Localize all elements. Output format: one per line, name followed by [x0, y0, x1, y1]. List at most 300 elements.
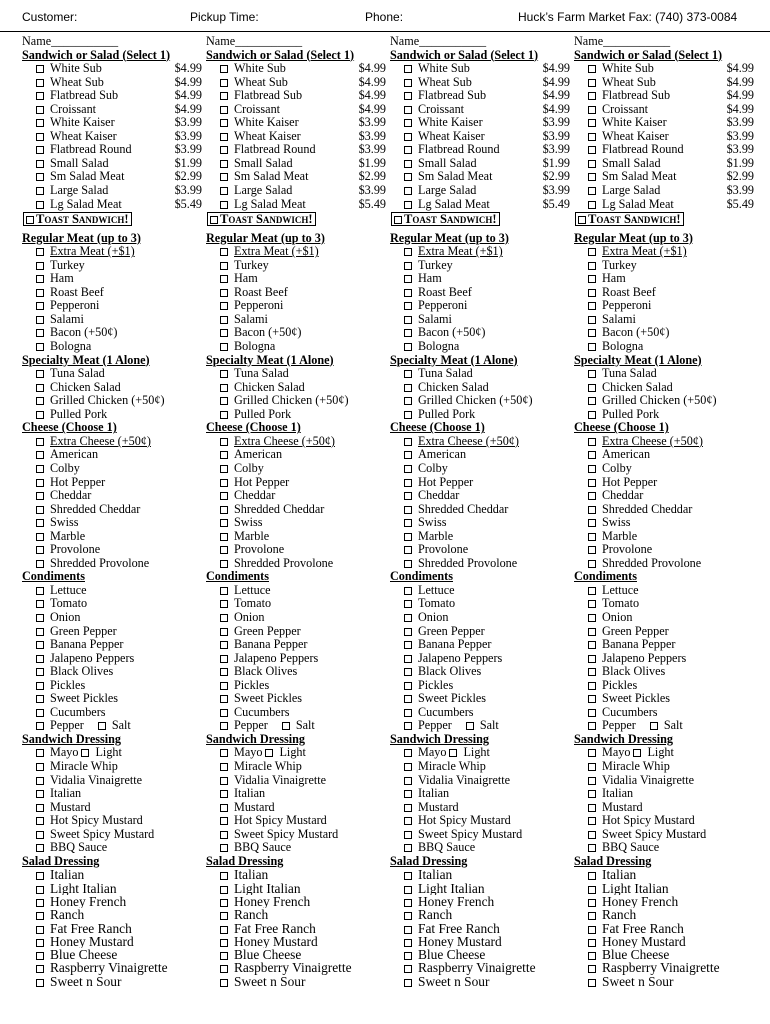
- checkbox[interactable]: [36, 384, 44, 392]
- checkbox[interactable]: [404, 722, 412, 730]
- checkbox[interactable]: [588, 722, 596, 730]
- checkbox[interactable]: [404, 952, 412, 960]
- condiments-option[interactable]: [390, 584, 572, 598]
- sandwich-dressing-option[interactable]: [574, 760, 756, 774]
- toast-sandwich-option[interactable]: [391, 212, 500, 226]
- regular-meat-option[interactable]: [574, 286, 756, 300]
- checkbox[interactable]: [404, 912, 412, 920]
- cheese-option[interactable]: [22, 530, 204, 544]
- checkbox[interactable]: [588, 655, 596, 663]
- specialty-meat-option[interactable]: [390, 394, 572, 408]
- checkbox[interactable]: [588, 628, 596, 636]
- checkbox[interactable]: [404, 587, 412, 595]
- salad-dressing-option[interactable]: [390, 882, 572, 895]
- salad-dressing-option[interactable]: [22, 882, 204, 895]
- regular-meat-option[interactable]: [206, 326, 388, 340]
- checkbox[interactable]: [404, 519, 412, 527]
- condiments-option[interactable]: [390, 625, 572, 639]
- condiments-option[interactable]: [574, 638, 756, 652]
- checkbox[interactable]: [404, 397, 412, 405]
- sandwich-option[interactable]: [22, 157, 204, 171]
- checkbox[interactable]: [588, 709, 596, 717]
- checkbox[interactable]: [404, 777, 412, 785]
- checkbox[interactable]: [650, 722, 658, 730]
- checkbox[interactable]: [588, 886, 596, 894]
- checkbox[interactable]: [404, 682, 412, 690]
- specialty-meat-option[interactable]: [22, 408, 204, 422]
- sandwich-dressing-option[interactable]: [390, 841, 572, 855]
- checkbox[interactable]: [220, 844, 228, 852]
- checkbox[interactable]: [36, 709, 44, 717]
- sandwich-option[interactable]: [22, 76, 204, 90]
- checkbox[interactable]: [220, 926, 228, 934]
- sandwich-option[interactable]: [574, 89, 756, 103]
- checkbox[interactable]: [36, 397, 44, 405]
- checkbox[interactable]: [588, 831, 596, 839]
- checkbox[interactable]: [36, 844, 44, 852]
- salad-dressing-option[interactable]: [390, 922, 572, 935]
- cheese-option[interactable]: [574, 543, 756, 557]
- sandwich-option[interactable]: [206, 62, 388, 76]
- regular-meat-option[interactable]: [206, 259, 388, 273]
- regular-meat-option[interactable]: [390, 340, 572, 354]
- sandwich-dressing-option[interactable]: [390, 814, 572, 828]
- checkbox[interactable]: [220, 343, 228, 351]
- checkbox[interactable]: [220, 329, 228, 337]
- checkbox[interactable]: [220, 187, 228, 195]
- cheese-option[interactable]: [206, 543, 388, 557]
- checkbox[interactable]: [220, 384, 228, 392]
- checkbox[interactable]: [404, 939, 412, 947]
- checkbox[interactable]: [220, 872, 228, 880]
- checkbox[interactable]: [404, 614, 412, 622]
- checkbox[interactable]: [588, 465, 596, 473]
- cheese-option[interactable]: [390, 435, 572, 449]
- salad-dressing-option[interactable]: [390, 961, 572, 974]
- sandwich-option[interactable]: [390, 89, 572, 103]
- checkbox[interactable]: [588, 492, 596, 500]
- checkbox[interactable]: [220, 939, 228, 947]
- salad-dressing-option[interactable]: [574, 922, 756, 935]
- checkbox[interactable]: [588, 384, 596, 392]
- sandwich-option[interactable]: [574, 130, 756, 144]
- salad-dressing-option[interactable]: [206, 922, 388, 935]
- specialty-meat-option[interactable]: [22, 367, 204, 381]
- cheese-option[interactable]: [390, 503, 572, 517]
- checkbox[interactable]: [404, 979, 412, 987]
- condiments-pair-option[interactable]: [390, 719, 572, 733]
- checkbox[interactable]: [220, 560, 228, 568]
- checkbox[interactable]: [466, 722, 474, 730]
- condiments-option[interactable]: [574, 611, 756, 625]
- checkbox[interactable]: [36, 316, 44, 324]
- checkbox[interactable]: [588, 92, 596, 100]
- cheese-option[interactable]: [22, 557, 204, 571]
- condiments-pair-option[interactable]: [22, 719, 204, 733]
- salad-dressing-option[interactable]: [22, 895, 204, 908]
- sandwich-dressing-option[interactable]: [206, 801, 388, 815]
- checkbox[interactable]: [36, 722, 44, 730]
- sandwich-option[interactable]: [574, 116, 756, 130]
- checkbox[interactable]: [220, 79, 228, 87]
- checkbox[interactable]: [220, 248, 228, 256]
- checkbox[interactable]: [588, 804, 596, 812]
- checkbox[interactable]: [220, 146, 228, 154]
- sandwich-dressing-option[interactable]: [574, 801, 756, 815]
- checkbox[interactable]: [588, 614, 596, 622]
- sandwich-dressing-option[interactable]: [22, 774, 204, 788]
- cheese-option[interactable]: [206, 530, 388, 544]
- cheese-option[interactable]: [206, 462, 388, 476]
- checkbox[interactable]: [588, 749, 596, 757]
- checkbox[interactable]: [404, 262, 412, 270]
- checkbox[interactable]: [404, 804, 412, 812]
- checkbox[interactable]: [36, 119, 44, 127]
- checkbox[interactable]: [36, 302, 44, 310]
- cheese-option[interactable]: [574, 448, 756, 462]
- checkbox[interactable]: [36, 886, 44, 894]
- condiments-option[interactable]: [206, 706, 388, 720]
- checkbox[interactable]: [404, 668, 412, 676]
- checkbox[interactable]: [36, 248, 44, 256]
- cheese-option[interactable]: [206, 516, 388, 530]
- checkbox[interactable]: [220, 965, 228, 973]
- checkbox[interactable]: [36, 146, 44, 154]
- checkbox[interactable]: [588, 979, 596, 987]
- checkbox[interactable]: [404, 817, 412, 825]
- regular-meat-option[interactable]: [574, 272, 756, 286]
- sandwich-option[interactable]: [390, 198, 572, 212]
- condiments-option[interactable]: [574, 625, 756, 639]
- condiments-option[interactable]: [206, 625, 388, 639]
- checkbox[interactable]: [588, 790, 596, 798]
- checkbox[interactable]: [36, 106, 44, 114]
- specialty-meat-option[interactable]: [206, 367, 388, 381]
- checkbox[interactable]: [404, 160, 412, 168]
- cheese-option[interactable]: [206, 489, 388, 503]
- checkbox[interactable]: [220, 709, 228, 717]
- checkbox[interactable]: [220, 817, 228, 825]
- checkbox[interactable]: [220, 65, 228, 73]
- sandwich-option[interactable]: [390, 143, 572, 157]
- specialty-meat-option[interactable]: [390, 408, 572, 422]
- sandwich-option[interactable]: [206, 157, 388, 171]
- checkbox[interactable]: [36, 262, 44, 270]
- condiments-option[interactable]: [206, 692, 388, 706]
- checkbox[interactable]: [36, 777, 44, 785]
- sandwich-dressing-pair-option[interactable]: [22, 746, 204, 760]
- salad-dressing-option[interactable]: [574, 882, 756, 895]
- sandwich-option[interactable]: [206, 103, 388, 117]
- checkbox[interactable]: [588, 187, 596, 195]
- regular-meat-option[interactable]: [22, 340, 204, 354]
- salad-dressing-option[interactable]: [206, 935, 388, 948]
- salad-dressing-option[interactable]: [390, 975, 572, 988]
- sandwich-option[interactable]: [574, 62, 756, 76]
- checkbox[interactable]: [220, 722, 228, 730]
- cheese-option[interactable]: [390, 543, 572, 557]
- salad-dressing-option[interactable]: [206, 948, 388, 961]
- regular-meat-option[interactable]: [574, 299, 756, 313]
- checkbox[interactable]: [220, 173, 228, 181]
- salad-dressing-option[interactable]: [390, 908, 572, 921]
- regular-meat-option[interactable]: [390, 326, 572, 340]
- condiments-option[interactable]: [22, 625, 204, 639]
- cheese-option[interactable]: [574, 516, 756, 530]
- salad-dressing-option[interactable]: [390, 868, 572, 881]
- checkbox[interactable]: [404, 343, 412, 351]
- sandwich-dressing-option[interactable]: [22, 814, 204, 828]
- checkbox[interactable]: [36, 614, 44, 622]
- condiments-option[interactable]: [22, 584, 204, 598]
- checkbox[interactable]: [36, 133, 44, 141]
- specialty-meat-option[interactable]: [574, 367, 756, 381]
- checkbox[interactable]: [404, 411, 412, 419]
- checkbox[interactable]: [578, 216, 586, 224]
- checkbox[interactable]: [220, 628, 228, 636]
- checkbox[interactable]: [404, 899, 412, 907]
- checkbox[interactable]: [220, 262, 228, 270]
- checkbox[interactable]: [36, 587, 44, 595]
- checkbox[interactable]: [36, 533, 44, 541]
- regular-meat-option[interactable]: [22, 299, 204, 313]
- checkbox[interactable]: [98, 722, 106, 730]
- salad-dressing-option[interactable]: [206, 882, 388, 895]
- checkbox[interactable]: [36, 749, 44, 757]
- checkbox[interactable]: [404, 133, 412, 141]
- checkbox[interactable]: [220, 587, 228, 595]
- condiments-option[interactable]: [22, 638, 204, 652]
- checkbox[interactable]: [220, 316, 228, 324]
- sandwich-dressing-option[interactable]: [206, 787, 388, 801]
- sandwich-option[interactable]: [22, 103, 204, 117]
- cheese-option[interactable]: [574, 435, 756, 449]
- sandwich-option[interactable]: [22, 116, 204, 130]
- sandwich-option[interactable]: [574, 170, 756, 184]
- sandwich-option[interactable]: [22, 89, 204, 103]
- checkbox[interactable]: [220, 106, 228, 114]
- checkbox[interactable]: [588, 682, 596, 690]
- sandwich-dressing-option[interactable]: [390, 801, 572, 815]
- cheese-option[interactable]: [574, 530, 756, 544]
- sandwich-dressing-option[interactable]: [390, 828, 572, 842]
- cheese-option[interactable]: [22, 448, 204, 462]
- specialty-meat-option[interactable]: [574, 394, 756, 408]
- toast-sandwich-option[interactable]: [23, 212, 132, 226]
- checkbox[interactable]: [404, 119, 412, 127]
- checkbox[interactable]: [588, 316, 596, 324]
- condiments-option[interactable]: [390, 652, 572, 666]
- salad-dressing-option[interactable]: [574, 908, 756, 921]
- cheese-option[interactable]: [206, 435, 388, 449]
- cheese-option[interactable]: [206, 448, 388, 462]
- checkbox[interactable]: [404, 438, 412, 446]
- checkbox[interactable]: [36, 899, 44, 907]
- checkbox[interactable]: [36, 160, 44, 168]
- condiments-option[interactable]: [206, 679, 388, 693]
- name-field[interactable]: Name___________: [206, 35, 303, 48]
- checkbox[interactable]: [404, 506, 412, 514]
- sandwich-dressing-option[interactable]: [206, 841, 388, 855]
- cheese-option[interactable]: [22, 476, 204, 490]
- checkbox[interactable]: [220, 777, 228, 785]
- sandwich-dressing-option[interactable]: [574, 787, 756, 801]
- specialty-meat-option[interactable]: [206, 381, 388, 395]
- regular-meat-option[interactable]: [574, 340, 756, 354]
- checkbox[interactable]: [36, 979, 44, 987]
- checkbox[interactable]: [36, 275, 44, 283]
- checkbox[interactable]: [36, 682, 44, 690]
- regular-meat-option[interactable]: [206, 299, 388, 313]
- checkbox[interactable]: [588, 560, 596, 568]
- condiments-option[interactable]: [206, 638, 388, 652]
- checkbox[interactable]: [220, 614, 228, 622]
- checkbox[interactable]: [220, 275, 228, 283]
- checkbox[interactable]: [588, 587, 596, 595]
- checkbox[interactable]: [220, 912, 228, 920]
- condiments-pair-option[interactable]: [574, 719, 756, 733]
- sandwich-dressing-option[interactable]: [22, 828, 204, 842]
- cheese-option[interactable]: [206, 503, 388, 517]
- regular-meat-option[interactable]: [390, 299, 572, 313]
- sandwich-dressing-option[interactable]: [390, 774, 572, 788]
- checkbox[interactable]: [404, 709, 412, 717]
- checkbox[interactable]: [36, 479, 44, 487]
- checkbox[interactable]: [404, 370, 412, 378]
- checkbox[interactable]: [588, 79, 596, 87]
- checkbox[interactable]: [36, 628, 44, 636]
- checkbox[interactable]: [404, 560, 412, 568]
- regular-meat-option[interactable]: [390, 245, 572, 259]
- checkbox[interactable]: [588, 952, 596, 960]
- salad-dressing-option[interactable]: [574, 868, 756, 881]
- checkbox[interactable]: [404, 384, 412, 392]
- checkbox[interactable]: [36, 952, 44, 960]
- checkbox[interactable]: [404, 173, 412, 181]
- checkbox[interactable]: [588, 533, 596, 541]
- sandwich-option[interactable]: [206, 130, 388, 144]
- salad-dressing-option[interactable]: [206, 908, 388, 921]
- condiments-option[interactable]: [22, 692, 204, 706]
- sandwich-option[interactable]: [574, 184, 756, 198]
- sandwich-option[interactable]: [22, 184, 204, 198]
- salad-dressing-option[interactable]: [390, 895, 572, 908]
- cheese-option[interactable]: [206, 476, 388, 490]
- checkbox[interactable]: [404, 546, 412, 554]
- checkbox[interactable]: [404, 146, 412, 154]
- condiments-option[interactable]: [206, 652, 388, 666]
- condiments-option[interactable]: [574, 597, 756, 611]
- checkbox[interactable]: [404, 479, 412, 487]
- cheese-option[interactable]: [22, 516, 204, 530]
- condiments-option[interactable]: [206, 584, 388, 598]
- checkbox[interactable]: [588, 965, 596, 973]
- regular-meat-option[interactable]: [390, 286, 572, 300]
- checkbox[interactable]: [404, 248, 412, 256]
- checkbox[interactable]: [26, 216, 34, 224]
- cheese-option[interactable]: [390, 557, 572, 571]
- regular-meat-option[interactable]: [574, 313, 756, 327]
- checkbox[interactable]: [404, 533, 412, 541]
- checkbox[interactable]: [220, 133, 228, 141]
- sandwich-option[interactable]: [390, 116, 572, 130]
- checkbox[interactable]: [404, 872, 412, 880]
- checkbox[interactable]: [36, 790, 44, 798]
- checkbox[interactable]: [220, 790, 228, 798]
- sandwich-option[interactable]: [22, 62, 204, 76]
- condiments-option[interactable]: [390, 638, 572, 652]
- sandwich-option[interactable]: [22, 198, 204, 212]
- condiments-option[interactable]: [390, 597, 572, 611]
- checkbox[interactable]: [36, 817, 44, 825]
- checkbox[interactable]: [210, 216, 218, 224]
- checkbox[interactable]: [588, 262, 596, 270]
- regular-meat-option[interactable]: [206, 286, 388, 300]
- checkbox[interactable]: [36, 831, 44, 839]
- checkbox[interactable]: [404, 187, 412, 195]
- salad-dressing-option[interactable]: [22, 961, 204, 974]
- checkbox[interactable]: [36, 173, 44, 181]
- sandwich-option[interactable]: [574, 76, 756, 90]
- cheese-option[interactable]: [390, 530, 572, 544]
- checkbox[interactable]: [36, 438, 44, 446]
- checkbox[interactable]: [36, 872, 44, 880]
- checkbox[interactable]: [220, 979, 228, 987]
- sandwich-option[interactable]: [206, 170, 388, 184]
- checkbox[interactable]: [588, 201, 596, 209]
- specialty-meat-option[interactable]: [574, 381, 756, 395]
- cheese-option[interactable]: [22, 543, 204, 557]
- checkbox[interactable]: [404, 831, 412, 839]
- checkbox[interactable]: [588, 146, 596, 154]
- condiments-option[interactable]: [574, 584, 756, 598]
- checkbox[interactable]: [588, 817, 596, 825]
- checkbox[interactable]: [588, 451, 596, 459]
- sandwich-option[interactable]: [22, 143, 204, 157]
- regular-meat-option[interactable]: [22, 326, 204, 340]
- cheese-option[interactable]: [390, 448, 572, 462]
- cheese-option[interactable]: [390, 476, 572, 490]
- checkbox[interactable]: [404, 316, 412, 324]
- cheese-option[interactable]: [22, 503, 204, 517]
- regular-meat-option[interactable]: [206, 272, 388, 286]
- condiments-option[interactable]: [390, 611, 572, 625]
- checkbox[interactable]: [220, 641, 228, 649]
- regular-meat-option[interactable]: [22, 286, 204, 300]
- checkbox[interactable]: [404, 289, 412, 297]
- checkbox[interactable]: [36, 641, 44, 649]
- checkbox[interactable]: [220, 119, 228, 127]
- sandwich-dressing-option[interactable]: [206, 828, 388, 842]
- checkbox[interactable]: [220, 899, 228, 907]
- sandwich-option[interactable]: [574, 198, 756, 212]
- checkbox[interactable]: [588, 844, 596, 852]
- checkbox[interactable]: [220, 749, 228, 757]
- specialty-meat-option[interactable]: [22, 394, 204, 408]
- checkbox[interactable]: [404, 926, 412, 934]
- checkbox[interactable]: [220, 682, 228, 690]
- checkbox[interactable]: [633, 749, 641, 757]
- cheese-option[interactable]: [390, 489, 572, 503]
- checkbox[interactable]: [404, 655, 412, 663]
- sandwich-option[interactable]: [390, 103, 572, 117]
- checkbox[interactable]: [220, 655, 228, 663]
- checkbox[interactable]: [220, 695, 228, 703]
- checkbox[interactable]: [220, 438, 228, 446]
- regular-meat-option[interactable]: [390, 313, 572, 327]
- checkbox[interactable]: [588, 872, 596, 880]
- regular-meat-option[interactable]: [206, 313, 388, 327]
